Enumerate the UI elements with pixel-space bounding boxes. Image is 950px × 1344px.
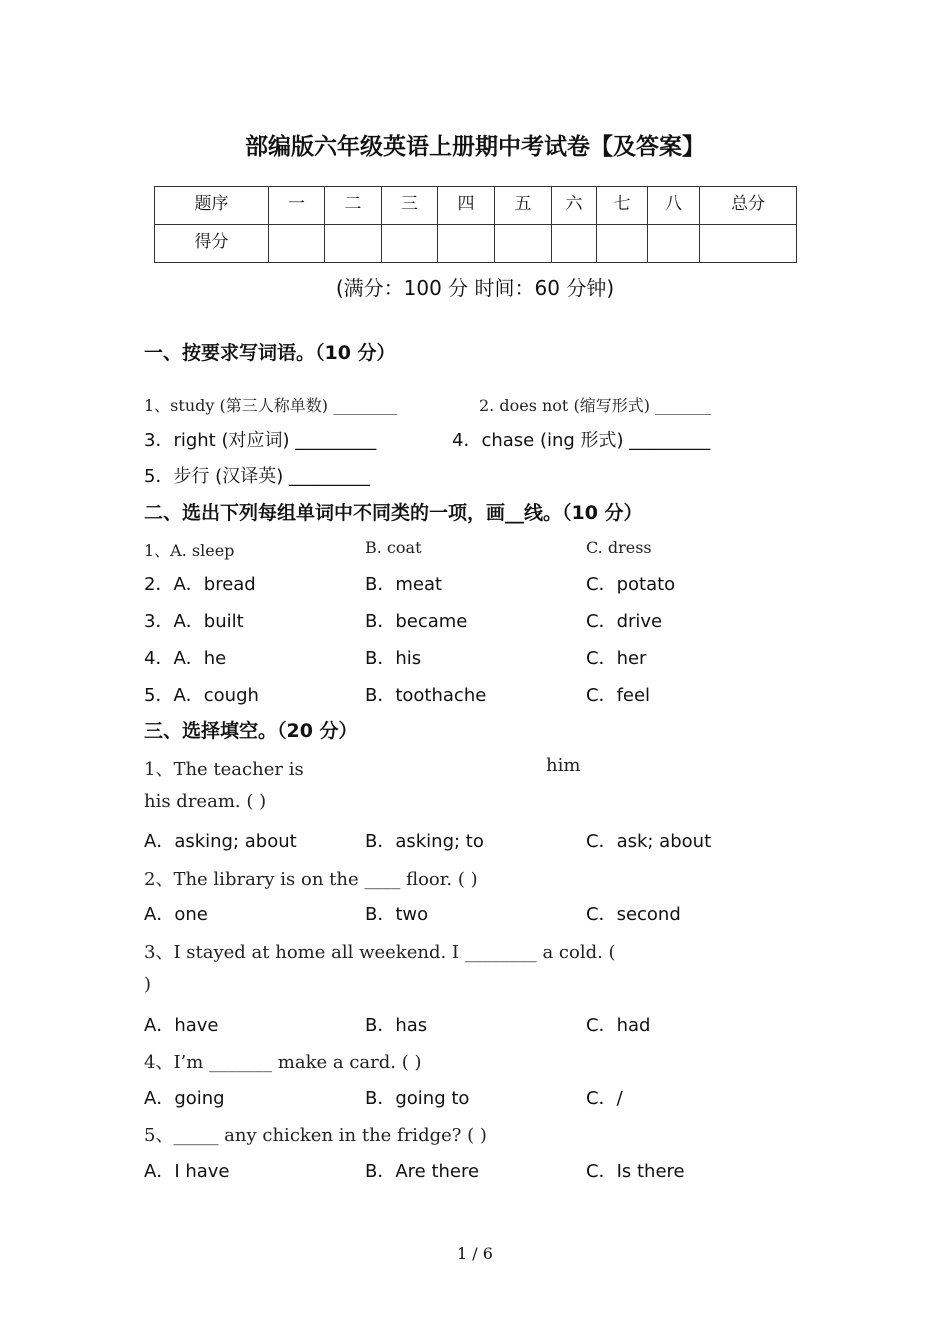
s2-option-c: C. dress <box>586 538 652 557</box>
section3-heading: 三、选择填空。（20 分） <box>144 720 358 742</box>
section2-heading: 二、选出下列每组单词中不同类的一项，画__线。（10 分） <box>144 502 643 524</box>
score-header-cell: 二 <box>325 187 382 225</box>
score-cell <box>648 225 700 263</box>
s2-option-b: B．meat <box>365 574 443 595</box>
exam-subtitle: (满分：100 分 时间：60 分钟) <box>335 276 615 300</box>
s1-question-4: 4．chase (ing 形式) _________ <box>452 430 711 451</box>
page-number: 1 / 6 <box>457 1244 493 1263</box>
score-cell <box>269 225 325 263</box>
s3-q2-option-a: A．one <box>144 904 208 925</box>
s3-q1-option-a: A．asking; about <box>144 831 297 852</box>
s3-q1-option-c: C．ask; about <box>586 831 712 852</box>
score-cell <box>438 225 495 263</box>
s3-q1-option-b: B．asking; to <box>365 831 484 852</box>
s2-option-a: 2．A．bread <box>144 574 256 595</box>
score-cell <box>552 225 597 263</box>
section1-heading: 一、按要求写词语。（10 分） <box>144 342 396 364</box>
score-cell <box>495 225 552 263</box>
score-header-cell: 五 <box>495 187 552 225</box>
s3-q3-stem-cont: ) <box>144 974 152 995</box>
s2-option-a: 4．A．he <box>144 648 227 669</box>
s3-q4-option-c: C．/ <box>586 1088 623 1109</box>
s3-q2-option-c: C．second <box>586 904 681 925</box>
s2-option-a: 5．A．cough <box>144 685 259 706</box>
score-header-cell: 总分 <box>700 187 797 225</box>
s2-option-b: B．became <box>365 611 468 632</box>
s2-option-c: C．drive <box>586 611 663 632</box>
score-header-cell: 六 <box>552 187 597 225</box>
score-header-cell: 一 <box>269 187 325 225</box>
score-table <box>154 186 797 263</box>
s1-question-2: 2. does not (缩写形式) _______ <box>479 396 712 415</box>
s2-option-a: 3．A．built <box>144 611 244 632</box>
s3-q2-option-b: B．two <box>365 904 429 925</box>
s2-option-b: B. coat <box>365 538 422 557</box>
s2-option-c: C．feel <box>586 685 651 706</box>
s3-q5-option-b: B．Are there <box>365 1161 480 1182</box>
score-cell <box>597 225 648 263</box>
s2-option-a: 1、A. sleep <box>144 541 235 560</box>
s3-q4-option-a: A．going <box>144 1088 225 1109</box>
s3-q1-stem: 1、The teacher is <box>144 759 304 780</box>
s3-q1-stem-end: him <box>546 755 581 776</box>
s3-q3-stem: 3、I stayed at home all weekend. I ________ a cold. ( <box>144 942 616 963</box>
s1-question-1: 1、study (第三人称单数) ________ <box>144 396 398 415</box>
score-header-cell: 四 <box>438 187 495 225</box>
s3-q3-option-c: C．had <box>586 1015 651 1036</box>
s3-q5-stem: 5、_____ any chicken in the fridge? ( ) <box>144 1125 487 1146</box>
score-table-score-row <box>155 225 797 263</box>
s3-q4-option-b: B．going to <box>365 1088 470 1109</box>
score-cell <box>325 225 382 263</box>
s3-q3-option-b: B．has <box>365 1015 428 1036</box>
score-cell <box>700 225 797 263</box>
score-header-cell: 题序 <box>155 187 269 225</box>
s2-option-b: B．toothache <box>365 685 487 706</box>
s3-q2-stem: 2、The library is on the ____ floor. ( ) <box>144 869 478 890</box>
score-cell <box>382 225 438 263</box>
s2-option-c: C．potato <box>586 574 676 595</box>
s3-q5-option-c: C．Is there <box>586 1161 685 1182</box>
score-header-cell: 三 <box>382 187 438 225</box>
s3-q1-stem-cont: his dream. ( ) <box>144 791 267 812</box>
score-table-header-row <box>155 187 797 225</box>
s3-q4-stem: 4、I’m _______ make a card. ( ) <box>144 1052 422 1073</box>
s3-q5-option-a: A．I have <box>144 1161 230 1182</box>
score-header-cell: 八 <box>648 187 700 225</box>
s3-q3-option-a: A．have <box>144 1015 219 1036</box>
s2-option-b: B．his <box>365 648 422 669</box>
s2-option-c: C．her <box>586 648 647 669</box>
score-row-label: 得分 <box>155 225 269 263</box>
s1-question-5: 5．步行 (汉译英) _________ <box>144 466 370 487</box>
score-header-cell: 七 <box>597 187 648 225</box>
page-title: 部编版六年级英语上册期中考试卷【及答案】 <box>245 134 705 160</box>
s1-question-3: 3．right (对应词) _________ <box>144 430 377 451</box>
